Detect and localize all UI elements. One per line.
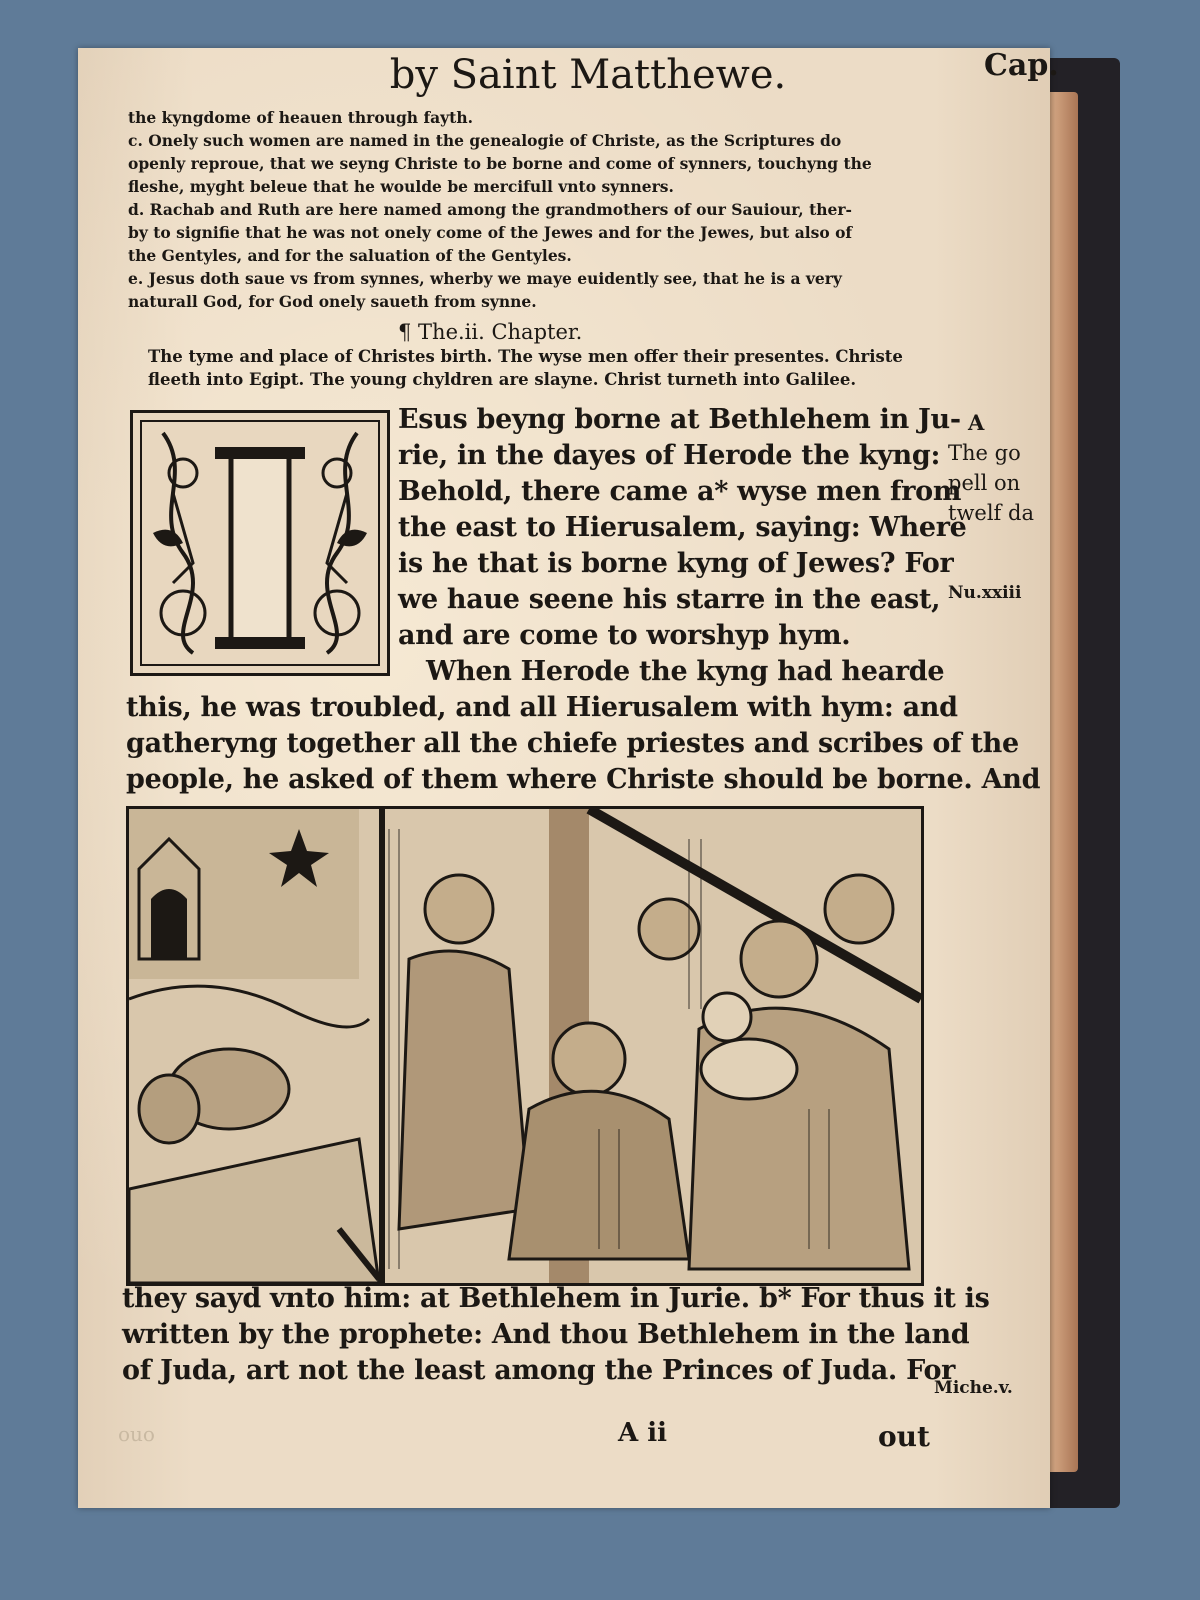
margin-note-line: pell on	[948, 471, 1021, 495]
decorated-initial-i	[130, 410, 390, 676]
verse-line: When Herode the kyng had hearde	[426, 656, 945, 687]
margin-gospel-note	[948, 438, 1034, 528]
adoration-woodcut-illustration	[126, 806, 924, 1286]
chapter-heading: ¶ The.ii. Chapter.	[398, 320, 583, 344]
verse-paragraph-2	[126, 654, 1040, 798]
verse-paragraph-1	[398, 402, 967, 654]
verse-line: gatheryng together all the chiefe priestes and scribes of the	[126, 728, 1019, 759]
note-line: d. Rachab and Ruth are here named among the grandmothers of our Sauiour, ther-	[128, 200, 852, 219]
verse-line: Esus beyng borne at Bethlehem in Ju-	[398, 404, 961, 435]
chapter-summary	[148, 345, 903, 391]
margin-section-letter: A	[968, 410, 985, 435]
verse-line: is he that is borne kyng of Jewes? For	[398, 548, 954, 579]
verse-line: written by the prophete: And thou Bethlehem in the land	[122, 1319, 970, 1350]
note-line: the kyngdome of heauen through fayth.	[128, 108, 473, 127]
summary-line: The tyme and place of Christes birth. The wyse men offer their presentes. Christe	[148, 347, 903, 366]
note-line: the Gentyles, and for the saluation of the Gentyles.	[128, 246, 572, 265]
verse-line: this, he was troubled, and all Hierusalem with hym: and	[126, 692, 958, 723]
woodcut-scene	[129, 809, 921, 1283]
note-line: c. Onely such women are named in the genealogie of Christe, as the Scriptures do	[128, 131, 842, 150]
verse-line: rie, in the dayes of Herode the kyng:	[398, 440, 941, 471]
margin-note-line: twelf da	[948, 501, 1034, 525]
annotation-notes	[128, 106, 1048, 313]
note-line: fleshe, myght beleue that he woulde be mercifull vnto synners.	[128, 177, 674, 196]
verse-line: Behold, there came a* wyse men from	[398, 476, 962, 507]
note-line: naturall God, for God onely saueth from synne.	[128, 292, 537, 311]
signature-mark: A ii	[618, 1418, 667, 1448]
margin-note-line: The go	[948, 441, 1021, 465]
verse-line: and are come to worshyp hym.	[398, 620, 851, 651]
note-line: openly reproue, that we seyng Christe to be borne and come of synners, touchyng the	[128, 154, 872, 173]
decorated-initial-art	[133, 413, 387, 673]
book-page	[78, 48, 1059, 1508]
verse-line: of Juda, art not the least among the Princes of Juda. For	[122, 1355, 956, 1386]
verse-line: we haue seene his starre in the east,	[398, 584, 941, 615]
show-through-text: ouo	[118, 1422, 155, 1446]
margin-reference-micah: Miche.v.	[934, 1378, 1013, 1398]
catchword: out	[878, 1420, 930, 1453]
verse-line: the east to Hierusalem, saying: Where	[398, 512, 967, 543]
cap-label: Cap.	[984, 48, 1059, 83]
summary-line: fleeth into Egipt. The young chyldren are slayne. Christ turneth into Galilee.	[148, 370, 857, 389]
verse-paragraph-3	[122, 1281, 990, 1389]
note-line: e. Jesus doth saue vs from synnes, wherby we maye euidently see, that he is a very	[128, 269, 842, 288]
verse-line: they sayd vnto him: at Bethlehem in Jurie. b* For thus it is	[122, 1283, 990, 1314]
note-line: by to signifie that he was not onely come of the Jewes and for the Jewes, but also of	[128, 223, 853, 242]
verse-line: people, he asked of them where Christe should be borne. And	[126, 764, 1041, 795]
margin-reference-numbers: Nu.xxiii	[948, 583, 1022, 603]
running-title: by Saint Matthewe.	[389, 52, 787, 98]
